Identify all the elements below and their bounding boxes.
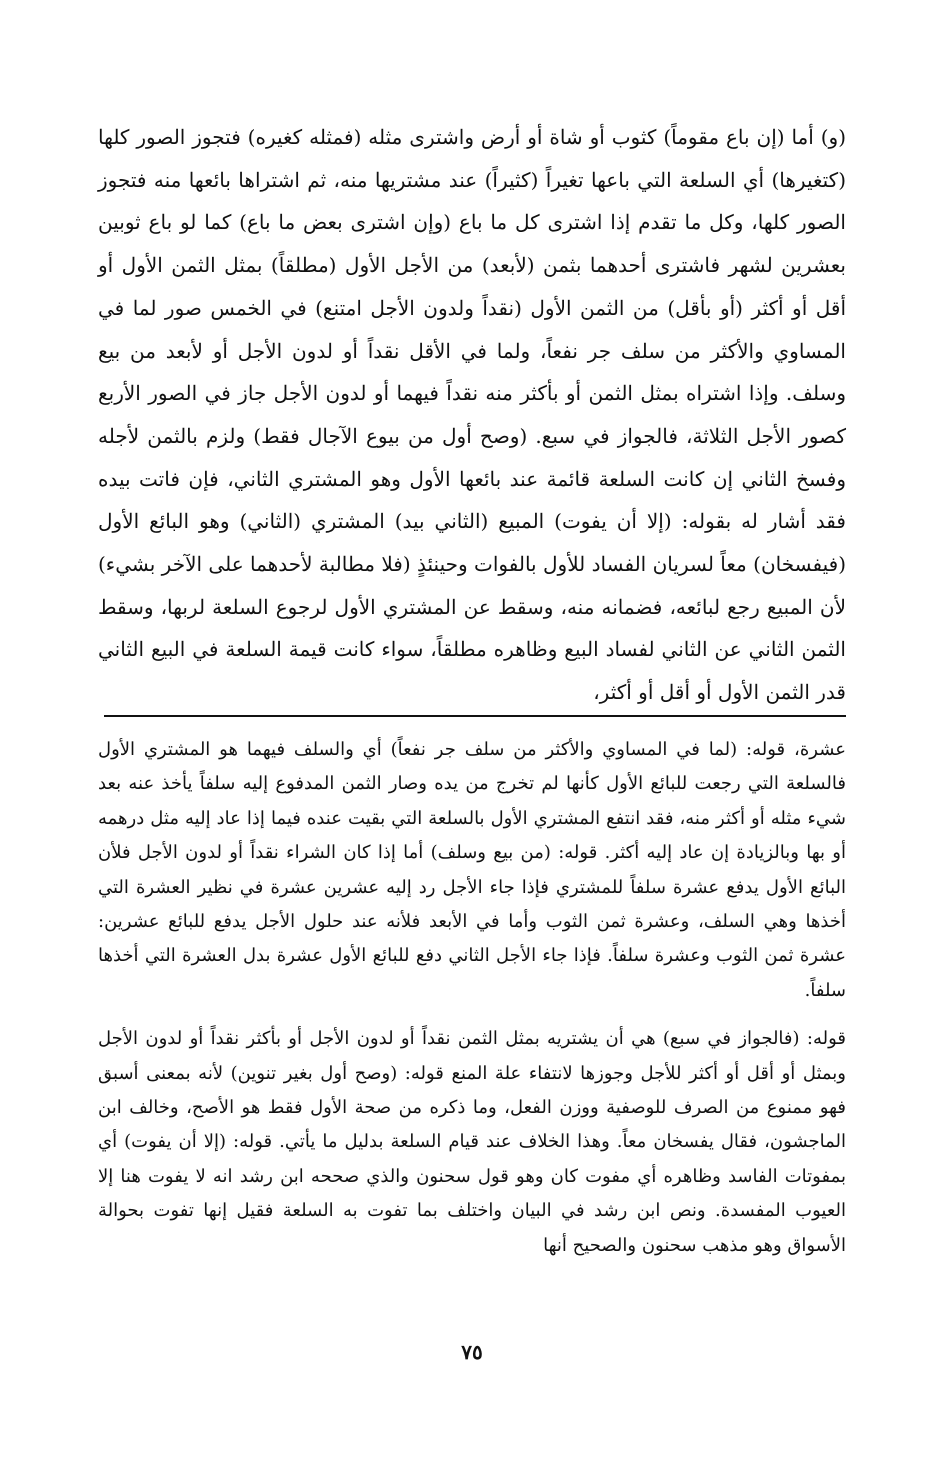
main-paragraph: (و) أما (إن باع مقوماً) كثوب أو شاة أو أرض واشترى مثله (فمثله كغيره) فتجوز الصور كلها (كتغيرها) أي السلعة التي باعها تغيراً (كثيراً) عند مشتريها منه، ثم اشتراها بائعها منه فتجوز الصور كلها، وكل ما تقدم إذا اشترى كل ما باع (وإن اشترى بعض ما باع) كما لو باع ثوبين بعشرين لشهر فاشترى أحدهما بثمن (لأبعد) من الأجل الأول (مطلقاً) بمثل الثمن الأول أو أقل أو أكثر (أو بأقل) من الثمن الأول (نقداً ولدون الأجل امتنع) في الخمس صور لما في المساوي والأكثر من سلف جر نفعاً، ولما في الأقل نقداً أو لدون الأجل أو لأبعد من بيع وسلف. وإذا اشتراه بمثل الثمن أو بأكثر منه نقداً فيهما أو لدون الأجل جاز في الصور الأربع كصور الأجل الثلاثة، فالجواز في سبع. (وصح أول من بيوع الآجال فقط) ولزم بالثمن لأجله وفسخ الثاني إن كانت السلعة قائمة عند بائعها الأول وهو المشتري الثاني، فإن فاتت بيده فقد أشار له بقوله: (إلا أن يفوت) المبيع (الثاني بيد) المشتري (الثاني) وهو البائع الأول (فيفسخان) معاً لسريان الفساد للأول بالفوات وحينئذٍ (فلا مطالبة لأحدهما على الآخر بشيء) لأن المبيع رجع لبائعه، فضمانه منه، وسقط عن المشتري الأول لرجوع السلعة لربها، وسقط الثمن الثاني عن الثاني لفساد البيع وظاهره مطلقاً، سواء كانت قيمة السلعة في البيع الثاني قدر الثمن الأول أو أقل أو أكثر، — [98, 125, 846, 705]
footnote-paragraph-2: قوله: (فالجواز في سبع) هي أن يشتريه بمثل الثمن نقداً أو لدون الأجل أو بأكثر نقداً أو لدون الأجل وبمثل أو أقل أو أكثر للأجل وجوزها لانتفاء علة المنع قوله: (وصح أول بغير تنوين) لأنه بمعنى أسبق فهو ممنوع من الصرف للوصفية ووزن الفعل، وما ذكره من صحة الأول فقط هو الأصح، وخالف ابن الماجشون، فقال يفسخان معاً. وهذا الخلاف عند قيام السلعة بدليل ما يأتي. قوله: (إلا أن يفوت) أي بمفوتات الفاسد وظاهره أي مفوت كان وهو قول سحنون والذي صححه ابن رشد انه لا يفوت هنا إلا العيوب المفسدة. ونص ابن رشد في البيان واختلف بما تفوت به السلعة فقيل إنها تفوت بحوالة الأسواق وهو مذهب سحنون والصحيح أنها — [98, 1028, 846, 1256]
footnotes-block — [98, 733, 846, 1263]
footnote-divider — [104, 715, 846, 717]
page-number: ٧٥ — [461, 1340, 483, 1364]
footnote-paragraph-1: عشرة، قوله: (لما في المساوي والأكثر من سلف جر نفعاً) أي والسلف فيهما هو المشتري الأول فالسلعة التي رجعت للبائع الأول كأنها لم تخرج من يده وصار الثمن المدفوع إليه سلفاً يأخذ عنه بعد شيء مثله أو أكثر منه، فقد انتفع المشتري الأول بالسلعة التي بقيت عنده فيما إذا عاد إليه مثل درهمه أو بها وبالزيادة إن عاد إليه أكثر. قوله: (من بيع وسلف) أما إذا كان الشراء نقداً أو لدون الأجل فلأن البائع الأول يدفع عشرة سلفاً للمشتري فإذا جاء الأجل رد إليه عشرين عشرة في نظير العشرة التي أخذها وهي السلف، وعشرة ثمن الثوب وأما في الأبعد فلأنه عند حلول الأجل يدفع للبائع عشرين: عشرة ثمن الثوب وعشرة سلفاً. فإذا جاء الأجل الثاني دفع للبائع الأول عشرة بدل العشرة التي أخذها سلفاً. — [98, 739, 846, 1001]
main-text-block — [98, 116, 846, 714]
